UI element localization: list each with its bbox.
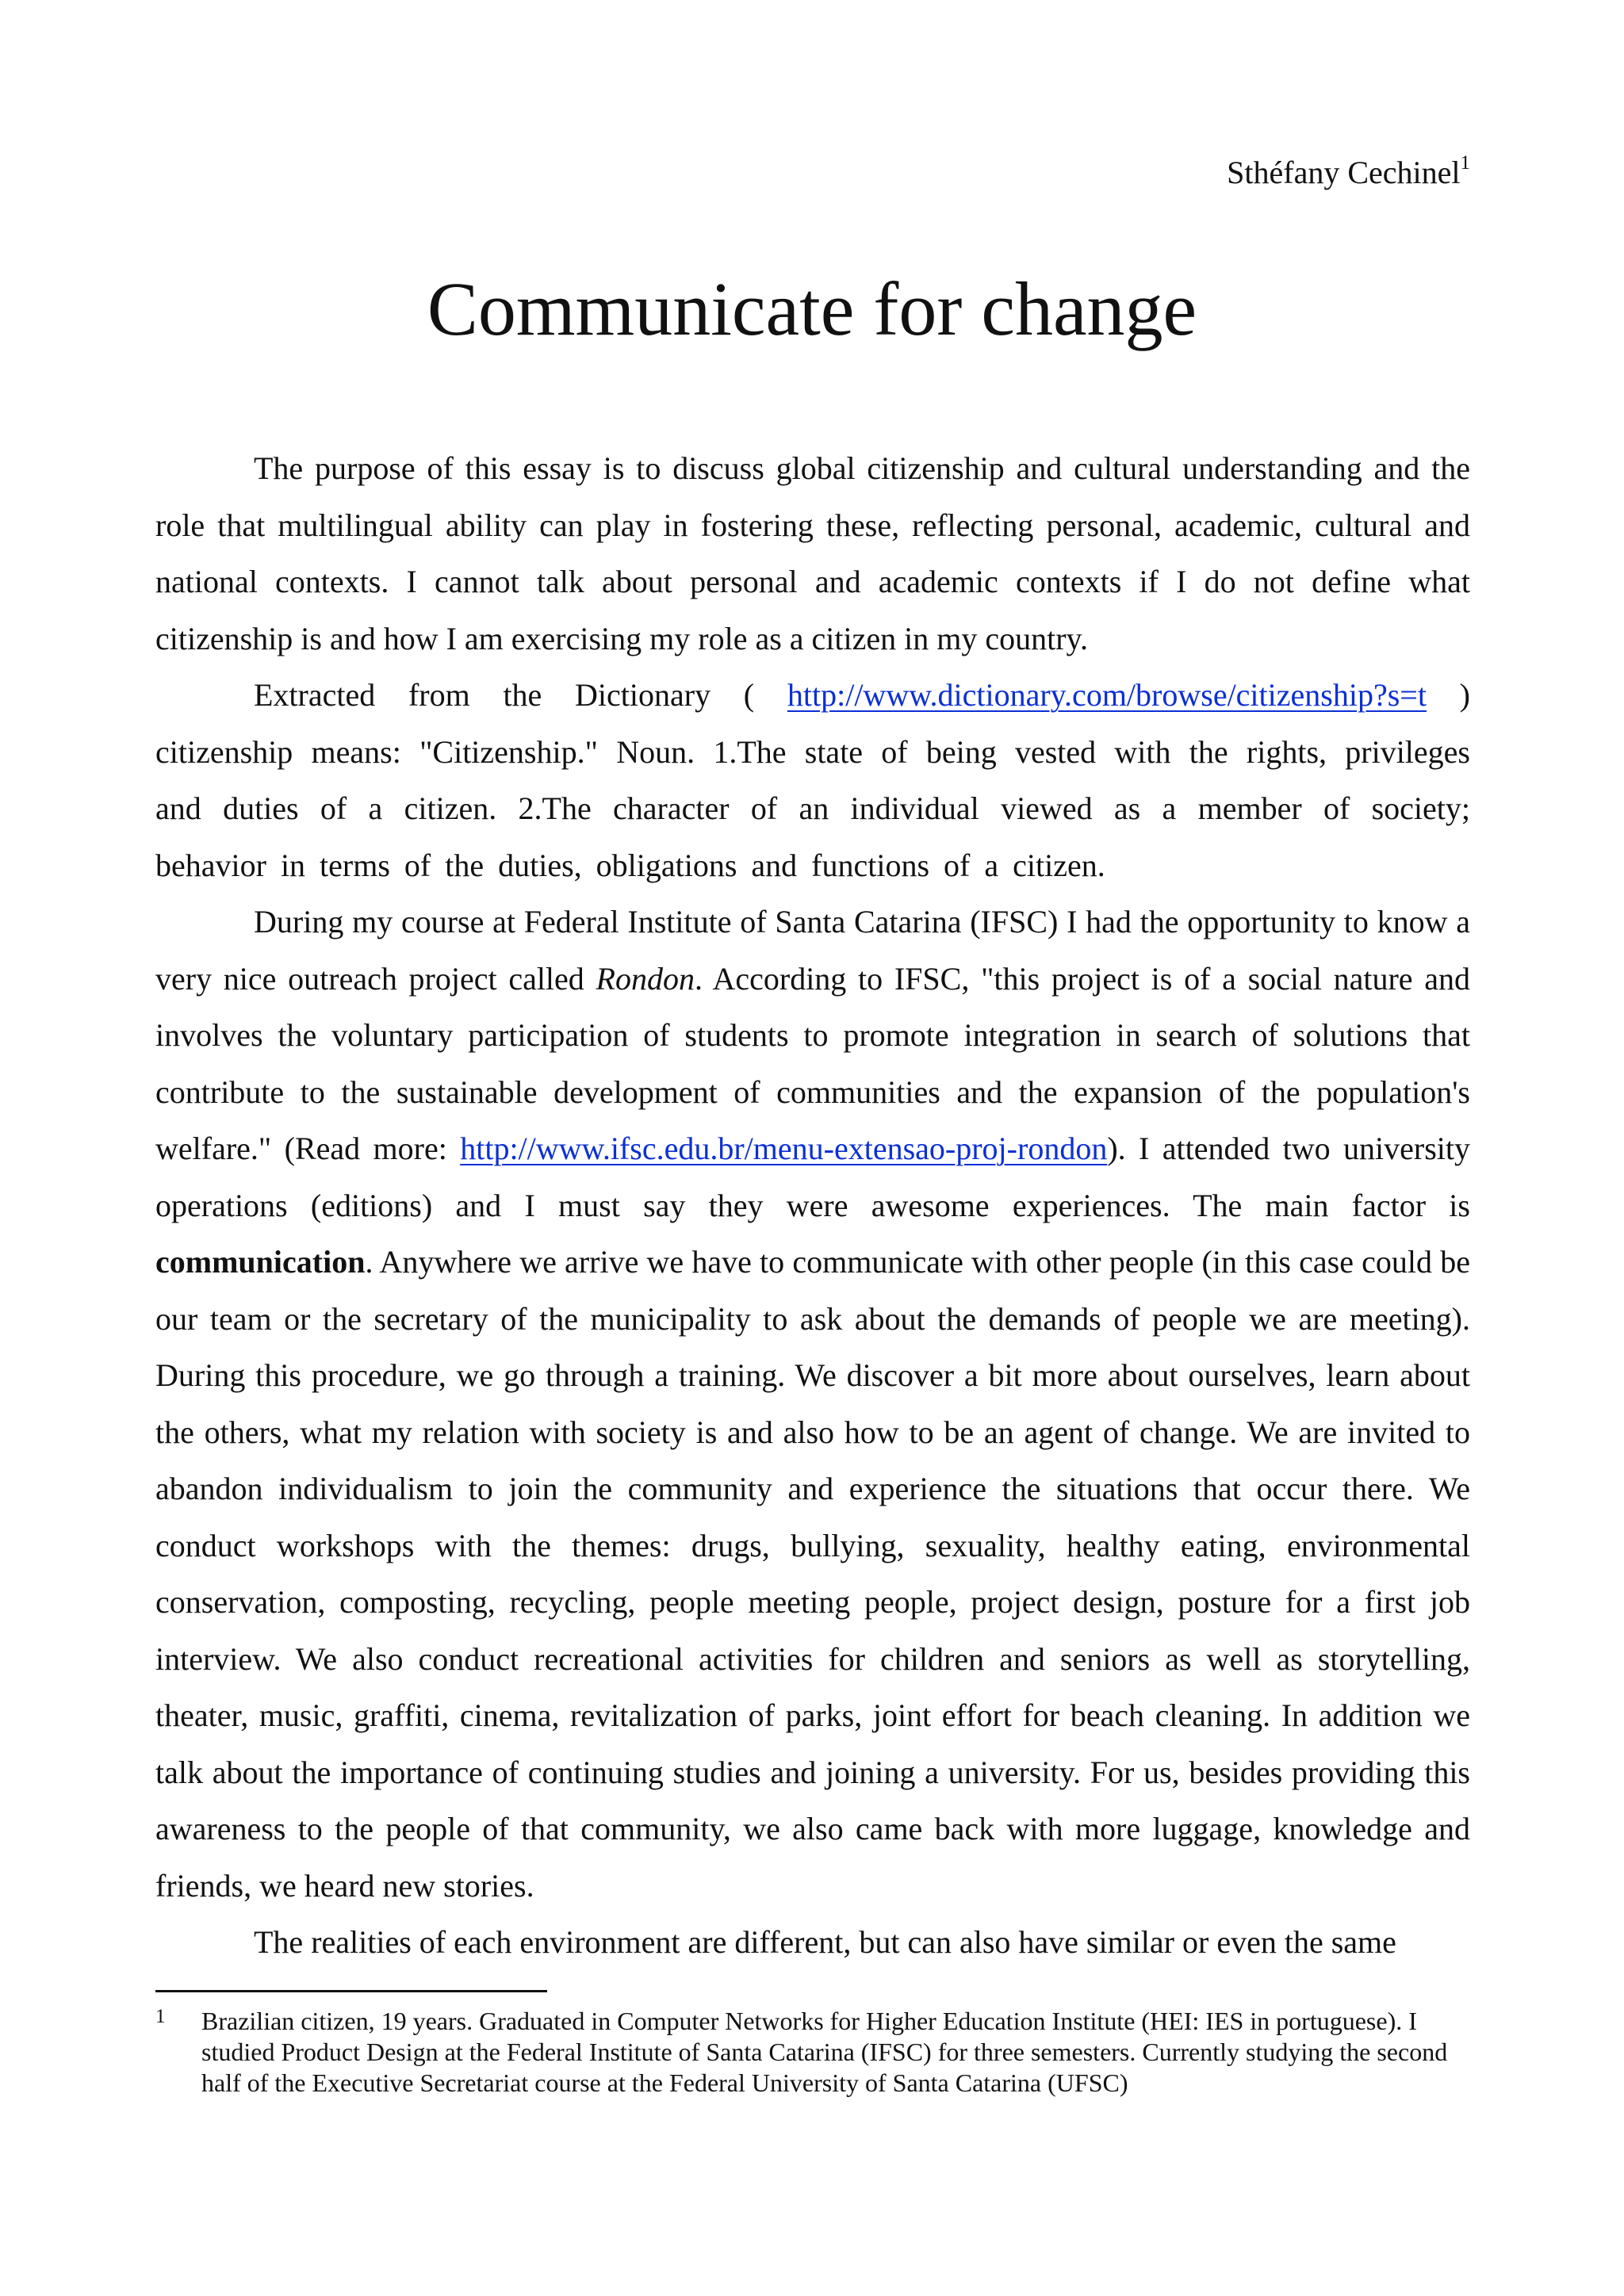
rondon-text-4: . Anywhere we arrive we have to communicate with other people (in this case could be our team or the secretary of the municipality to ask about the demands of people we are meeting). During this procedure, we go through a training. We discover a bit more about ourselves, learn about the others, what my relation with society is and also how to be an agent of change. We are invited to abandon individualism to join the community and experience the situations that occur there. We conduct workshops with the themes: drugs, bullying, sexuality, healthy eating, environmental conservation, composting, recycling, people meeting people, project design, posture for a first job interview. We also conduct recreational activities for children and seniors as well as storytelling, theater, music, graffiti, cinema, revitalization of parks, joint effort for beach cleaning. In addition we talk about the importance of continuing studies and joining a university. For us, besides providing this awareness to the people of that community, we also came back with more luggage, knowledge and friends, we heard new stories. [155, 1244, 1470, 1904]
author-name: Sthéfany Cechinel [1227, 155, 1461, 190]
footnote-separator [155, 1990, 547, 1992]
author-byline [1227, 152, 1470, 193]
footnote-text: Brazilian citizen, 19 years. Graduated in Computer Networks for Higher Education Institute (HEI: IES in portuguese). I studied Product Design at the Federal Institute of Santa Catarina (IFSC) for three semesters. Currently studying the second half of the Executive Secretariat course at the Federal University of Santa Catarina (UFSC) [201, 2007, 1448, 2097]
definition-text: ) citizenship means: "Citizenship." Noun. 1.The state of being vested with the rights, privileges and duties of a citizen. 2.The character of an individual viewed as a member of society; behavior in terms of the duties, obligations and functions of a citizen. [155, 677, 1470, 883]
rondon-text-3: ). I attended two university operations (editions) and I must say they were awesome experiences. The main factor is [155, 1131, 1470, 1223]
page-title: Communicate for change [427, 266, 1197, 351]
definition-lead-text: Extracted from the Dictionary ( [254, 677, 787, 713]
paragraph-rondon [155, 894, 1470, 1914]
paragraph-intro: The purpose of this essay is to discuss global citizenship and cultural understanding and the role that multilingual ability can play in fostering these, reflecting personal, academic, cultural and national contexts. I cannot talk about personal and academic contexts if I do not define what citizenship is and how I am exercising my role as a citizen in my country. [155, 450, 1470, 656]
paragraph-definition [155, 667, 1470, 894]
essay-body [155, 440, 1470, 1971]
rondon-text-2: . According to IFSC, "this project is of a social nature and involves the voluntary participation of students to promote integration in search of solutions that contribute to the sustainable development of communities and the expansion of the population's welfare." (Read more: [155, 960, 1471, 1166]
footnote-number: 1 [155, 2006, 166, 2027]
emphasis-communication: communication [155, 1244, 366, 1280]
rondon-project-name: Rondon [596, 960, 695, 997]
footnote [155, 2006, 1470, 2099]
ifsc-link[interactable]: http://www.ifsc.edu.br/menu-extensao-proj-rondon [460, 1131, 1108, 1166]
rondon-text-1: During my course at Federal Institute of Santa Catarina (IFSC) I had the opportunity to know a very nice outreach project called [155, 904, 1470, 997]
paragraph-realities: The realities of each environment are different, but can also have similar or even the same [254, 1924, 1396, 1960]
dictionary-link[interactable]: http://www.dictionary.com/browse/citizenship?s=t [787, 677, 1427, 713]
footnote-reference[interactable]: 1 [1460, 152, 1470, 174]
